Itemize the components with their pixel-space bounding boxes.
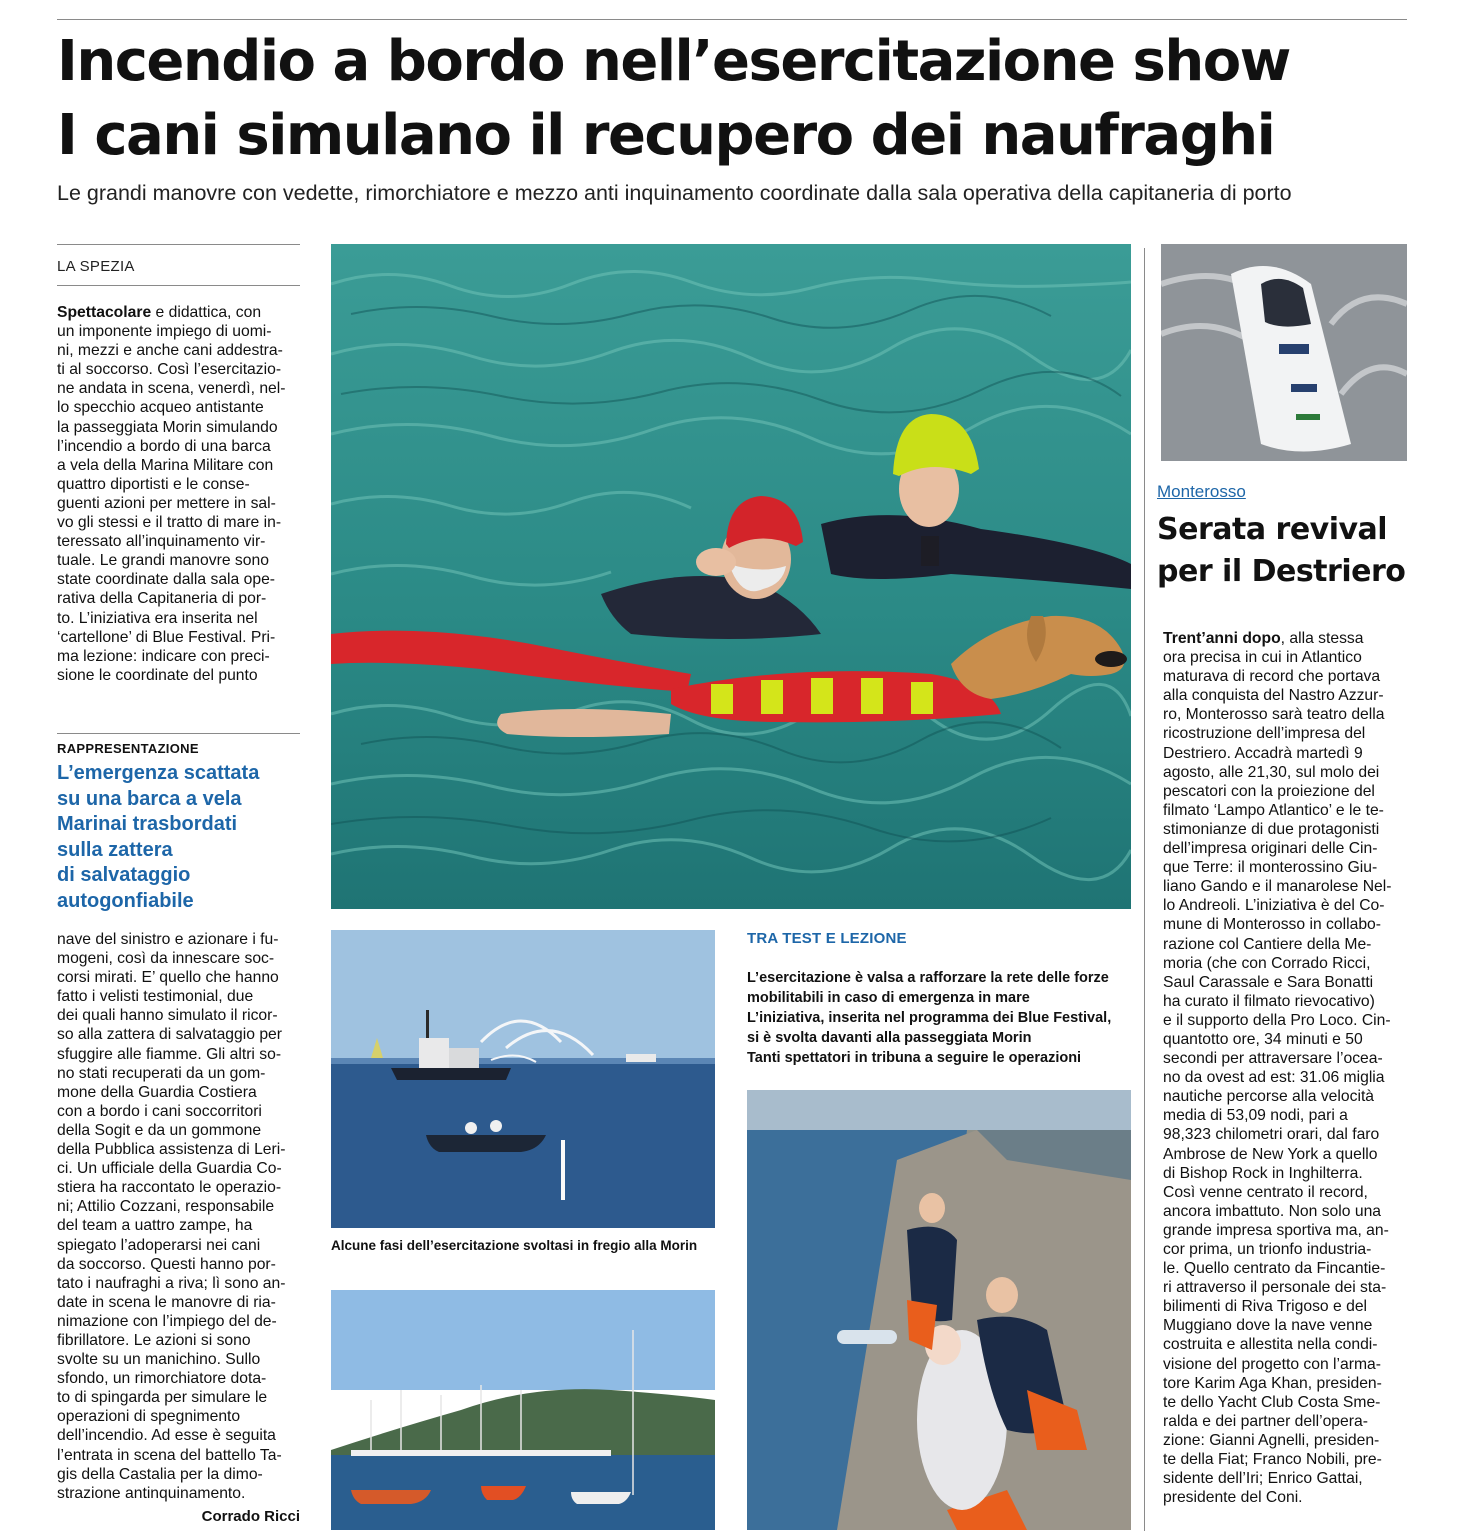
- photo-tugboat-graphic: [331, 930, 715, 1228]
- box-text: L’esercitazione è valsa a rafforzare la rete delle forze mobilitabili in caso di emergenza in mare L’iniziativa, inserita nel programma dei Blue Festival, si è svolta davanti alla passeggiata Morin Tanti spettatori in tribuna a seguire le operazioni: [747, 970, 1112, 1066]
- sidebar-tag[interactable]: Monterosso: [1157, 482, 1246, 501]
- photo-harbor-graphic: [331, 1290, 715, 1530]
- byline: Corrado Ricci: [201, 1508, 300, 1525]
- sidebar-headline: Serata revival per il Destriero: [1157, 512, 1406, 589]
- sidebar-photo-graphic: [1161, 244, 1407, 461]
- photo-harbor-boats: [331, 1290, 715, 1530]
- kicker: RAPPRESENTAZIONE: [57, 741, 199, 756]
- left-col-rule-top: [57, 244, 300, 245]
- photo-paramedics-graphic: [747, 1090, 1131, 1530]
- photo-tugboat-water-cannon: [331, 930, 715, 1228]
- photo-caption: Alcune fasi dell’esercitazione svoltasi in fregio alla Morin: [331, 1238, 698, 1253]
- left-col-rule-mid: [57, 285, 300, 286]
- lead-word: Spettacolare: [57, 304, 152, 321]
- subhead-rule: [57, 733, 300, 734]
- headline-line-1: Incendio a bordo nell’esercitazione show: [57, 29, 1290, 94]
- main-photo-rescue-swimmers: [331, 244, 1131, 909]
- deck: Le grandi manovre con vedette, rimorchiatore e mezzo anti inquinamento coordinate dalla sala operativa della capitaneria di porto: [57, 181, 1292, 205]
- sidebar-lead-word: Trent’anni dopo: [1163, 630, 1281, 647]
- body-part-1-text: e didattica, con un imponente impiego di uomi- ni, mezzi e anche cani addestra- ti al soccorso. Così l’esercitazio- ne andata in scena, venerdì, nel- lo specchio acqueo antistante la passeggiata Morin simulando l’incendio a bordo di una barca a vela della Marina Militare con quattro diportisti e le conse- guenti azioni per mettere in sal- vo gli stessi e il tratto di mare in- teressato all’inquinamento vir- tuale. Le grandi manovre sono state coordinate dalla sala ope- rativa della Capitaneria di por- to. L’iniziativa era inserita nel ‘cartellone’ di Blue Festival. Pri- ma lezione: indicare con preci- sione le coordinate del punto: [57, 304, 286, 684]
- main-photo-graphic: [331, 244, 1131, 909]
- box-title: TRA TEST E LEZIONE: [747, 930, 907, 947]
- top-rule: [57, 19, 1407, 20]
- sidebar-photo-destriero-boat: [1161, 244, 1407, 461]
- dateline: LA SPEZIA: [57, 258, 135, 275]
- article-body-part-2: nave del sinistro e azionare i fu- mogeni, così da innescare soc- corsi mirati. E’ quello che hanno fatto i velisti testimonial, due dei quali hanno simulato il ricor- so alla zattera di salvataggio per sfuggire alle fiamme. Gli altri so- no stati recuperati da un gom- mone della Guardia Costiera con a bordo i cani soccorritori della Sogit e da un gommone della Pubblica assistenza di Leri- ci. Un ufficiale della Guardia Co- stiera ha raccontato le operazio- ni; Attilio Cozzani, responsabile del team a uattro zampe, ha spiegato l’adoperarsi nei cani da soccorso. Questi hanno por- tato i naufraghi a riva; lì sono an- date in scena le manovre di ria- nimazione con l’impiego del de- fibrillatore. Le azioni si sono svolte su un manichino. Sullo sfondo, un rimorchiatore dota- to di spingarda per simulare le operazioni di spegnimento dell’incendio. Ad esse è seguita l’entrata in scena del battello Ta- gis della Castalia per la dimo- strazione antinquinamento.: [57, 931, 286, 1502]
- headline-line-2: I cani simulano il recupero dei naufraghi: [57, 103, 1275, 168]
- subhead: L’emergenza scattata su una barca a vela Marinai trasbordati sulla zattera di salvataggio autogonfiabile: [57, 762, 260, 912]
- article-body-part-1: [57, 303, 300, 685]
- photo-paramedics-cpr: [747, 1090, 1131, 1530]
- sidebar-body-text: , alla stessa ora precisa in cui in Atlantico maturava di record che portava alla conquista del Nastro Azzur- ro, Monterosso sarà teatro della ricostruzione dell’impresa del Destriero. Accadrà martedì 9 agosto, alle 21,30, sul molo dei pescatori con la proiezione del filmato ‘Lampo Atlantico’ e le te- stimonianze di due protagonisti dell’impresa originari delle Cin- que Terre: il monterossino Giu- liano Gando e il manarolese Nel- lo Andreoli. L’iniziativa è del Co- mune di Monterosso in collabo- razione col Cantiere della Me- moria (che con Corrado Ricci, Saul Carassale e Sara Bonatti ha curato il filmato rievocativo) e il supporto della Pro Loco. Cin- quantotto ore, 34 minuti e 50 secondi per attraversare l’ocea- no da ovest ad est: 31.06 miglia nautiche percorse alla velocità media di 53,09 nodi, pari a 98,323 chilometri orari, dal faro Ambrose de New York a quello di Bishop Rock in Inghilterra. Così venne centrato il record, ancora imbattuto. Non solo una grande impresa sportiva ma, an- cor prima, un trionfo industria- le. Quello centrato da Fincantie- ri attraverso il personale dei sta- bilimenti di Riva Trigoso e del Muggiano dove la nave venne costruita e allestita nella condi- visione del progetto con l’arma- tore Karim Aga Khan, presiden- te dello Yacht Club Costa Sme- ralda e dei partner dell’opera- zione: Gianni Agnelli, presiden- te della Fiat; Franco Nobili, pre- sidente dell’Iri; Enrico Gattai, presidente del Coni.: [1163, 630, 1392, 1507]
- sidebar-divider: [1144, 248, 1145, 1531]
- sidebar-body: [1163, 629, 1407, 1507]
